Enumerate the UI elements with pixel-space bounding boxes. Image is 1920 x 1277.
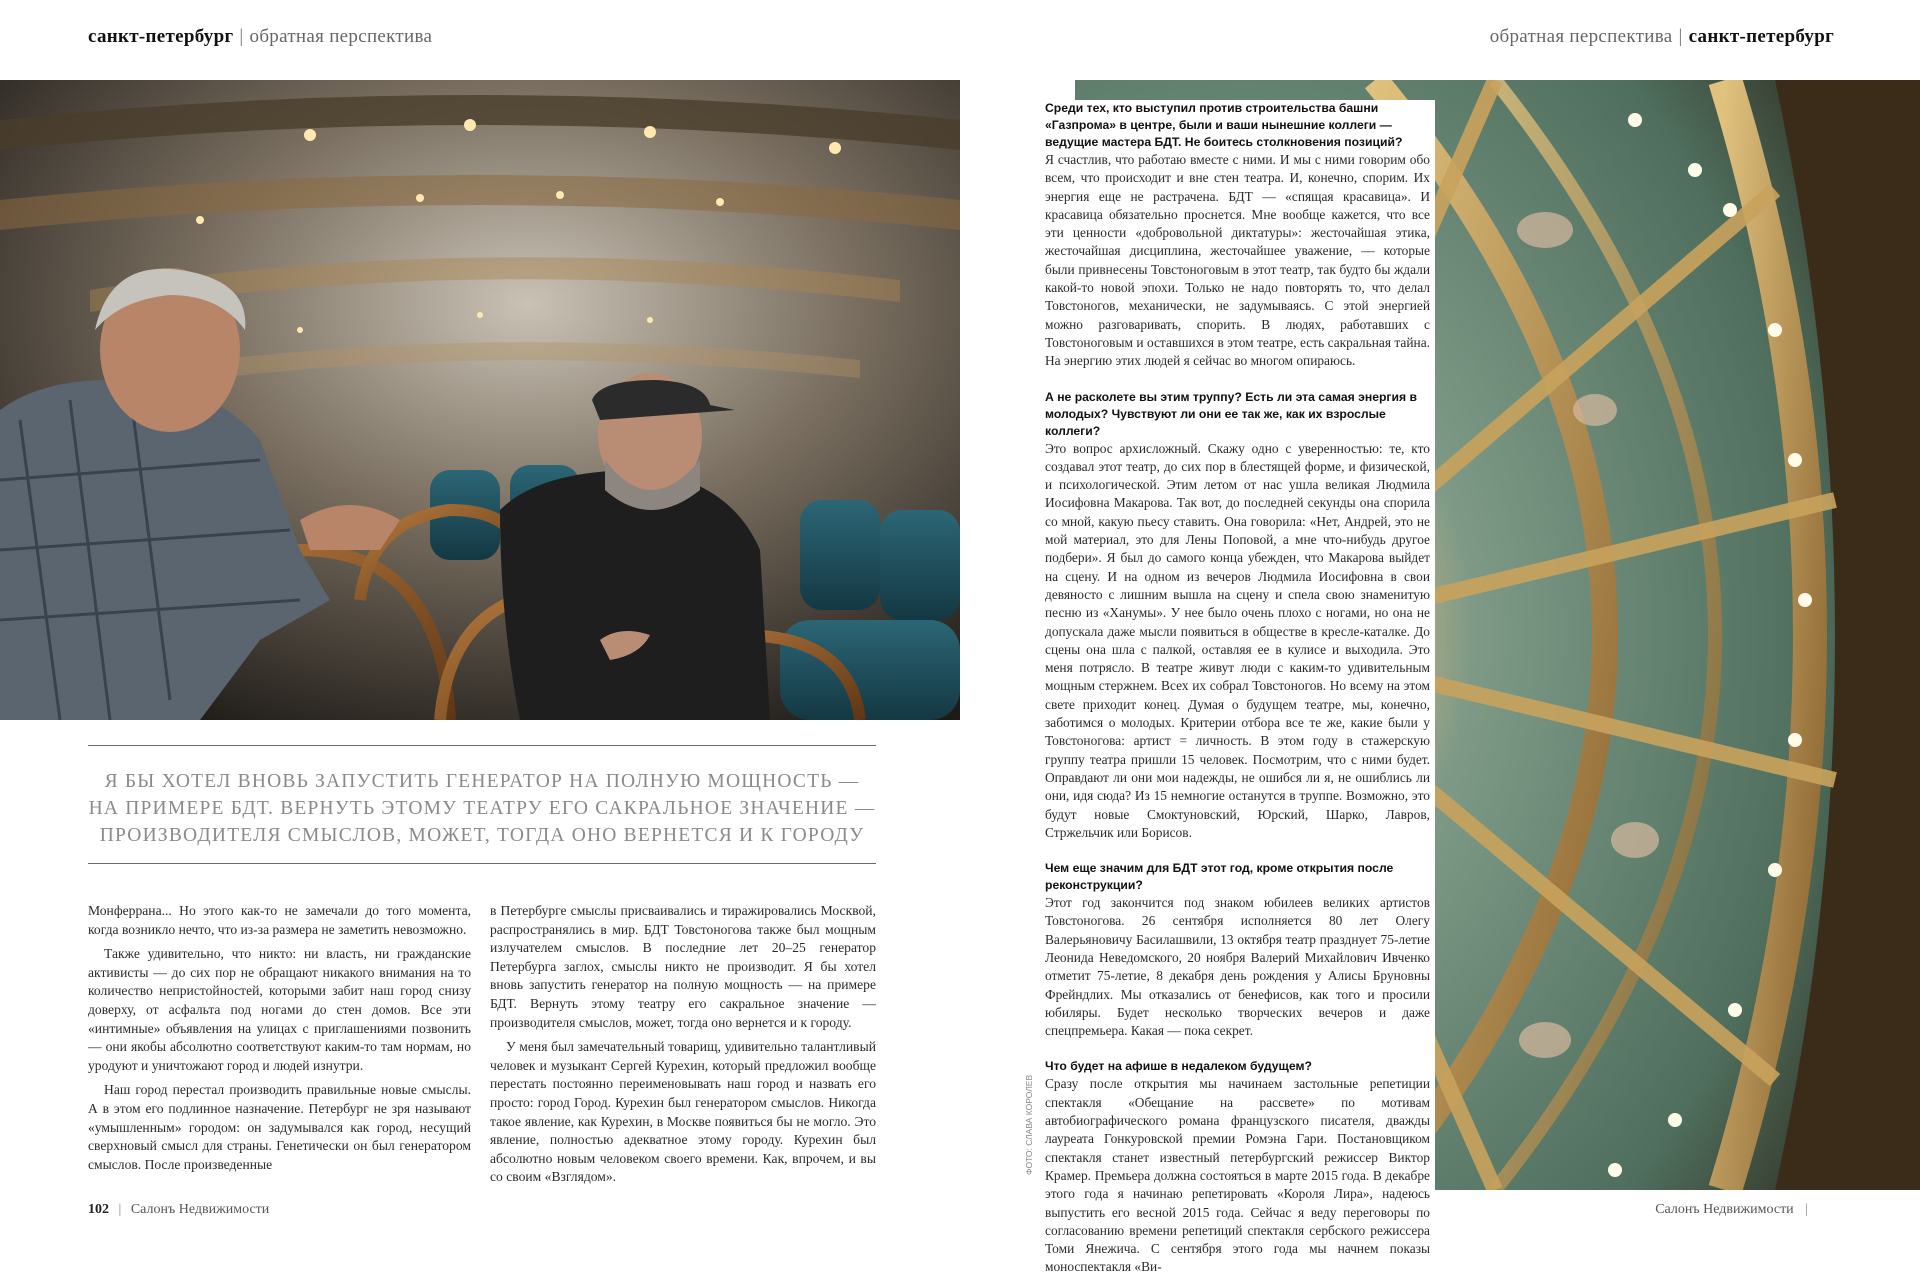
pullquote-rule-bottom xyxy=(88,863,876,864)
paragraph: У меня был замечательный товарищ, удивительно талантливый человек и музыкант Сергей Курехин, который предложил вообще перестать постоянно переименовывать наш город и назвать его просто: город Город. Курехин был генератором смыслов. Никогда такое явление, как Курехин, в Москве появиться бы не могло. Это явление, полностью адекватное этому городу. Курехин был абсолютно новым человеком своего времени. Как, впрочем, и вы со своим «Взглядом». xyxy=(490,1039,876,1185)
header-city: санкт-петербург xyxy=(88,26,234,47)
paragraph: Наш город перестал производить правильные новые смыслы. А в этом его подлинное назначение. Петербург не зря называют «умышленным» городом: он задумывался как город, несущий сверхновый смысл для страны. Генетически он был генератором смыслов. После произведенные xyxy=(88,1082,471,1172)
photo-credit xyxy=(1022,1055,1036,1175)
interview-column xyxy=(1045,100,1435,1277)
magazine-name: Салонъ Недвижимости xyxy=(1655,1202,1794,1217)
paragraph: Также удивительно, что никто: ни власть, ни гражданские активисты — до сих пор не обращают никакого внимания на то количество непристойностей, которыми забит наш город снизу доверху, от асфальта под ногами до стен домов. Все эти «интимные» объявления на улицах с приглашениями позвонить — они якобы абсолютно соответствуют каким-то там нормам, но уродуют и уничтожают город и людей изнутри. xyxy=(88,946,471,1073)
interview-answer: Этот год закончится под знаком юбилеев великих артистов Товстоногова. 26 сентября исполняется 80 лет Олегу Валерьяновичу Басилашвили, 13 октября театр празднует 75-летие Леонида Неведомского, 20 ноября Валерий Михайлович Ивченко отметит 75-летие, 8 декабря день рождения у Алисы Бруновны Фрейндлих. Мы отказались от бенефисов, как того и просили юбиляры. Будет несколько творческих вечеров и даже спецпремьера. Какая — пока секрет. xyxy=(1045,895,1430,1039)
page-number: 102 xyxy=(88,1202,109,1217)
body-column-1 xyxy=(88,902,471,1174)
running-head-left xyxy=(88,26,432,48)
theatre-auditorium-photo xyxy=(0,80,960,720)
paragraph: Монферрана... Но этого как-то не замечали до того момента, когда возникло нечто, что из-за размера не заметить невозможно. xyxy=(88,903,471,937)
running-head-right xyxy=(1490,26,1834,48)
footer-separator: | xyxy=(118,1202,122,1217)
body-column-2 xyxy=(490,902,876,1187)
interview-question: Что будет на афише в недалеком будущем? xyxy=(1045,1059,1312,1074)
header-separator: | xyxy=(1678,26,1683,47)
interview-answer: Я счастлив, что работаю вместе с ними. И мы с ними говорим обо всем, что происходит и вне стен театра. И, конечно, спорим. Их энергия еще не растрачена. БДТ — «спящая красавица». И красавица обязательно проснется. Мне вообще кажется, что все эти ценности «добровольной диктатуры»: жесточайшая этика, жесточайшая дисциплина, жесточайшее уважение, — которые были привнесены Товстоноговым в этот театр, так будто бы ждали какой-то новой эпохи. Только не надо повторять то, что делал Товстоногов, механически, не задумываясь. С этой энергией можно разговаривать, спорить. В людях, работавших с Товстоноговым и оставшихся в этом театре, есть сакральная тайна. На энергию этих людей я сейчас во многом опираюсь. xyxy=(1045,152,1430,369)
footer-separator: | xyxy=(1805,1202,1808,1217)
interview-question: Чем еще значим для БДТ этот год, кроме открытия после реконструкции? xyxy=(1045,861,1394,893)
footer-right xyxy=(1655,1202,1808,1218)
interview-question: Среди тех, кто выступил против строительства башни «Газпрома» в центре, были и ваши нынешние коллеги — ведущие мастера БДТ. Не боитесь столкновения позиций? xyxy=(1045,101,1403,149)
paragraph: в Петербурге смыслы присваивались и тиражировались Москвой, распространялись в мир. БДТ Товстоногова также был мощным излучателем смыслов. В последние лет 20–25 генератор Петербурга заглох, смыслы никто не производит. Я бы хотел вновь запустить генератор на полную мощность — на примере БДТ. Вернуть этому театру его сакральное значение — производителя смыслов, может, тогда оно вернется и к городу. xyxy=(490,903,876,1030)
footer-left xyxy=(88,1202,269,1218)
pullquote-rule-top xyxy=(88,745,876,746)
interview-answer: Это вопрос архисложный. Скажу одно с уверенностью: те, кто создавал этот театр, до сих пор в блестящей форме, и физической, и психологической. Этим летом от нас ушла великая Людмила Иосифовна Макарова. Так вот, до последней секунды она спорила со мной, какую пьесу ставить. Она говорила: «Нет, Андрей, это не мой материал, это для Лены Поповой, а мне что-нибудь другое подбери». Я был до самого конца убежден, что Макарова выйдет на сцену. И на одном из вечеров Людмила Иосифовна в свои девяносто с лишним вышла на сцену и спела свою знаменитую песню из «Ханумы». У нее было очень плохо с ногами, но она не допускала даже мысли появиться в обществе в кресле-каталке. До сцены она шла с палкой, оставляя ее в кулисе и выходила. Это меня потрясло. В театре живут люди с каким-то удивительным мощным стержнем. Всех их собрал Товстоногов. Но всему на этом свете приходит конец. Думая о будущем театре, мы, конечно, заботимся о молодых. Критерии отбора все те же, какие были у Товстоногова: артист = личность. В этом году в стажерскую группу театра пришли 15 человек. Посмотрим, что с ними будет. Оправдают ли они мои надежды, не ошибся ли я, не ошиблись ли они, идя сюда? Из 15 немногие останутся в труппе. Возможно, это будут новые Смоктуновский, Юрский, Шарко, Лавров, Стржельчик или Борисов. xyxy=(1045,440,1430,840)
magazine-name: Салонъ Недвижимости xyxy=(130,1202,270,1217)
interview-answer: Сразу после открытия мы начинаем застольные репетиции спектакля «Обещание на рассвете» по мотивам автобиографического романа французского писателя, дважды лауреата Гонкуровской премии Ромэна Гари. Постановщиком спектакля станет известный петербургский режиссер Виктор Крамер. Премьера должна состояться в марте 2015 года. В декабре этого года я начинаю репетировать «Короля Лира», надеюсь выпустить его весной 2015 года. Сейчас я веду переговоры по согласованию времени репетиций спектакля сербского режиссера Томи Янежича. С сентября этого года мы начнем показы моноспектакля «Ви- xyxy=(1045,1076,1430,1275)
header-section: обратная перспектива xyxy=(1489,26,1673,47)
header-separator: | xyxy=(239,26,244,47)
header-section: обратная перспектива xyxy=(249,26,433,47)
photo-credit-text: ФОТО: СЛАВА КОРОЛЕВ xyxy=(1024,1074,1034,1175)
pullquote: Я БЫ ХОТЕЛ ВНОВЬ ЗАПУСТИТЬ ГЕНЕРАТОР НА ПОЛНУЮ МОЩНОСТЬ — НА ПРИМЕРЕ БДТ. ВЕРНУТЬ ЭТОМУ ТЕАТРУ ЕГО САКРАЛЬНОЕ ЗНАЧЕНИЕ — ПРОИЗВОДИТЕЛЯ СМЫСЛОВ, МОЖЕТ, ТОГДА ОНО ВЕРНЕТСЯ И К ГОРОДУ xyxy=(88,771,876,846)
interview-question: А не расколете вы этим труппу? Есть ли эта самая энергия в молодых? Чувствуют ли они ее так же, как их взрослые коллеги? xyxy=(1045,389,1417,438)
header-city: санкт-петербург xyxy=(1688,26,1834,47)
